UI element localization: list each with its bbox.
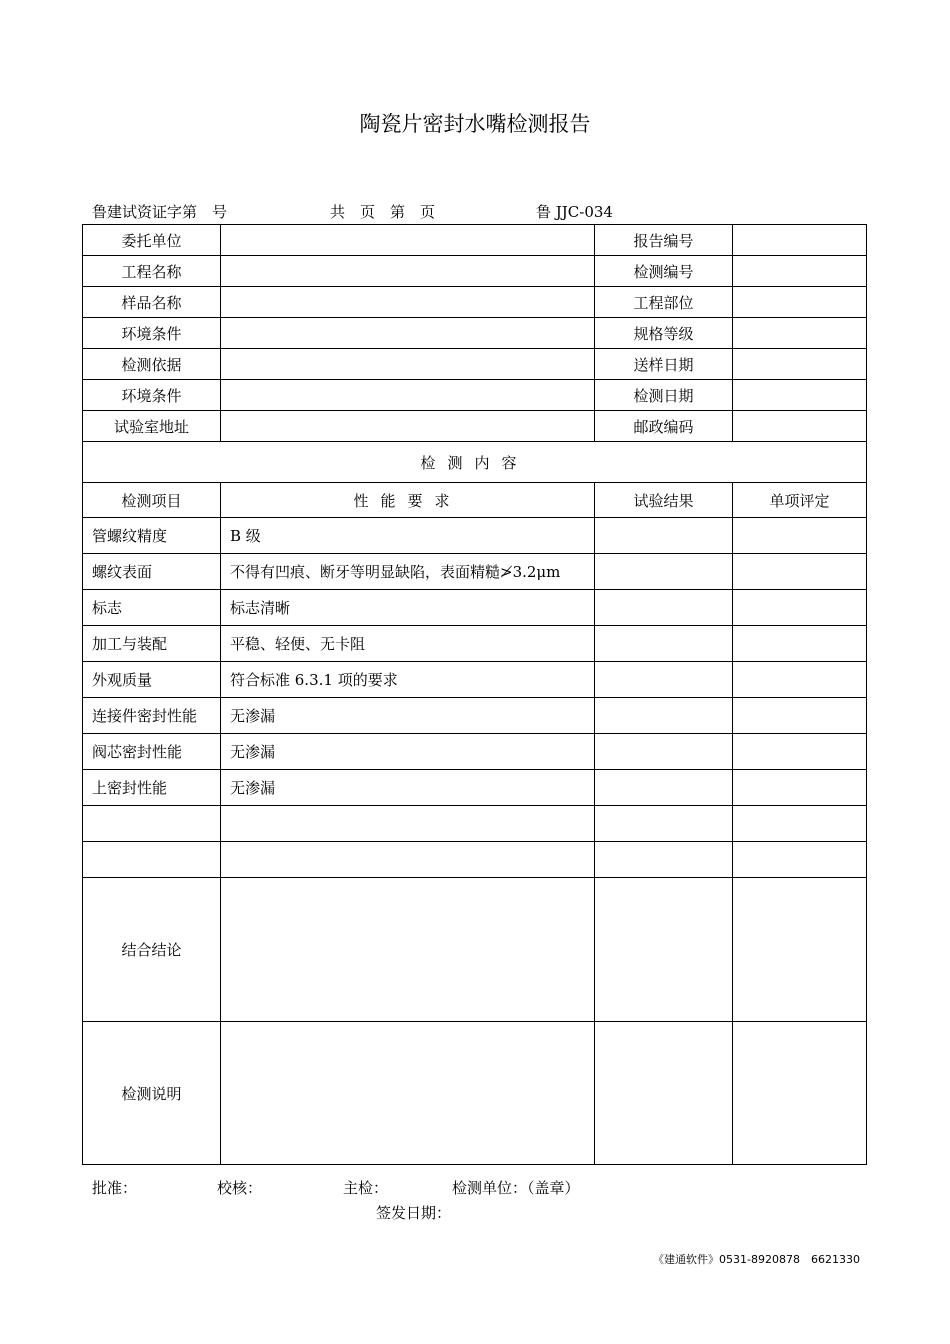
item-name: 阀芯密封性能 [83,734,221,770]
info-value[interactable] [733,411,867,442]
info-row [83,225,867,256]
item-name[interactable] [83,842,221,878]
col-header-result: 试验结果 [595,483,733,518]
info-label: 试验室地址 [83,411,221,442]
info-value[interactable] [733,225,867,256]
info-value[interactable] [733,349,867,380]
rating-cell[interactable] [733,554,867,590]
conclusion-content[interactable] [221,878,595,1022]
item-requirement: 无渗漏 [221,770,595,806]
conclusion-result[interactable] [595,878,733,1022]
report-table [82,224,867,1165]
result-cell[interactable] [595,842,733,878]
approve-signature: 批准： [92,1179,138,1197]
info-label: 检测编号 [595,256,733,287]
remarks-rating[interactable] [733,1022,867,1165]
section-title: 检测内容 [420,453,529,472]
col-header-requirement: 性能要求 [353,491,462,510]
inspector-signature: 主检： [343,1179,389,1197]
info-value[interactable] [733,380,867,411]
result-cell[interactable] [595,734,733,770]
info-value[interactable] [221,380,595,411]
column-header-row [83,483,867,518]
item-name: 上密封性能 [83,770,221,806]
info-label: 工程部位 [595,287,733,318]
conclusion-label: 结合结论 [83,878,221,1022]
result-cell[interactable] [595,806,733,842]
info-row [83,380,867,411]
info-row [83,256,867,287]
rating-cell[interactable] [733,662,867,698]
remarks-row [83,1022,867,1165]
info-value[interactable] [733,256,867,287]
rating-cell[interactable] [733,770,867,806]
remarks-content[interactable] [221,1022,595,1165]
result-cell[interactable] [595,662,733,698]
col-header-item: 检测项目 [83,483,221,518]
table-row-empty [83,842,867,878]
testing-unit-stamp: 检测单位：（盖章） [452,1179,580,1197]
table-row [83,626,867,662]
rating-cell[interactable] [733,518,867,554]
conclusion-rating[interactable] [733,878,867,1022]
page-count: 共 页 第 页 [330,203,436,221]
result-cell[interactable] [595,698,733,734]
remarks-result[interactable] [595,1022,733,1165]
item-name: 管螺纹精度 [83,518,221,554]
software-note: 《建通软件》0531-8920878 6621330 [653,1253,860,1266]
info-label: 样品名称 [83,287,221,318]
item-name: 螺纹表面 [83,554,221,590]
info-label: 报告编号 [595,225,733,256]
conclusion-row [83,878,867,1022]
result-cell[interactable] [595,518,733,554]
info-value[interactable] [221,411,595,442]
item-requirement: B 级 [221,518,595,554]
info-row [83,287,867,318]
info-label: 工程名称 [83,256,221,287]
item-requirement: 标志清晰 [221,590,595,626]
info-row [83,411,867,442]
info-label: 送样日期 [595,349,733,380]
info-label: 环境条件 [83,380,221,411]
item-name: 外观质量 [83,662,221,698]
rating-cell[interactable] [733,698,867,734]
info-value[interactable] [221,349,595,380]
result-cell[interactable] [595,554,733,590]
info-label: 检测依据 [83,349,221,380]
info-label: 邮政编码 [595,411,733,442]
result-cell[interactable] [595,626,733,662]
result-cell[interactable] [595,590,733,626]
table-row [83,518,867,554]
table-row [83,770,867,806]
table-row [83,734,867,770]
issue-date: 签发日期： [376,1204,452,1222]
info-row [83,349,867,380]
page-title: 陶瓷片密封水嘴检测报告 [359,112,591,136]
rating-cell[interactable] [733,626,867,662]
info-label: 规格等级 [595,318,733,349]
item-name: 加工与装配 [83,626,221,662]
info-value[interactable] [221,256,595,287]
item-requirement[interactable] [221,806,595,842]
info-value[interactable] [221,287,595,318]
rating-cell[interactable] [733,806,867,842]
info-value[interactable] [733,287,867,318]
info-value[interactable] [733,318,867,349]
item-name: 标志 [83,590,221,626]
review-signature: 校核： [217,1179,263,1197]
form-code: 鲁 JJC-034 [536,203,613,221]
table-row [83,698,867,734]
info-label: 委托单位 [83,225,221,256]
certificate-number: 鲁建试资证字第 号 [92,203,228,221]
result-cell[interactable] [595,770,733,806]
info-label: 环境条件 [83,318,221,349]
table-row [83,554,867,590]
rating-cell[interactable] [733,734,867,770]
info-value[interactable] [221,225,595,256]
section-row [83,442,867,483]
item-name[interactable] [83,806,221,842]
table-row [83,590,867,626]
item-requirement: 平稳、轻便、无卡阻 [221,626,595,662]
rating-cell[interactable] [733,590,867,626]
table-row [83,662,867,698]
item-requirement[interactable] [221,842,595,878]
item-name: 连接件密封性能 [83,698,221,734]
info-label: 检测日期 [595,380,733,411]
item-requirement: 无渗漏 [221,734,595,770]
info-value[interactable] [221,318,595,349]
info-row [83,318,867,349]
col-header-rating: 单项评定 [733,483,867,518]
rating-cell[interactable] [733,842,867,878]
item-requirement: 无渗漏 [221,698,595,734]
remarks-label: 检测说明 [83,1022,221,1165]
table-row-empty [83,806,867,842]
item-requirement: 不得有凹痕、断牙等明显缺陷，表面精糙≯3.2μm [221,554,595,590]
item-requirement: 符合标准 6.3.1 项的要求 [221,662,595,698]
